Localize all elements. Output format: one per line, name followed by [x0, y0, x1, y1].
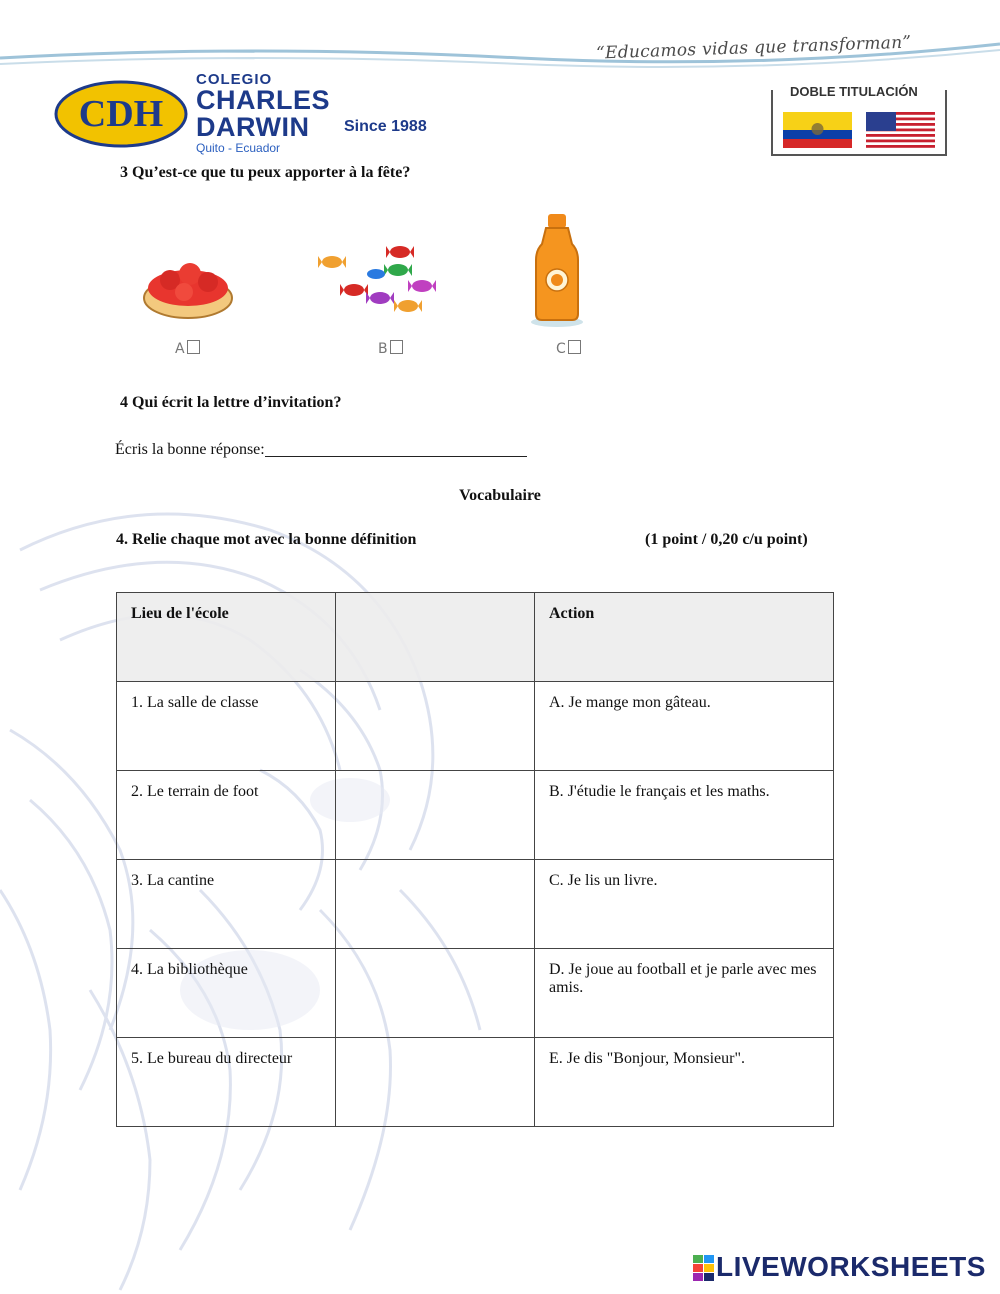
- option-c-checkbox[interactable]: [568, 340, 581, 354]
- table-header-row: [117, 593, 834, 682]
- school-location: Quito - Ecuador: [196, 141, 281, 155]
- header-match: [336, 593, 535, 682]
- header-place: Lieu de l'école: [117, 593, 336, 682]
- row-match-cell[interactable]: [336, 1038, 535, 1127]
- row-place: 1. La salle de classe: [117, 682, 336, 771]
- matching-table: [116, 592, 834, 1127]
- option-b[interactable]: [378, 340, 403, 357]
- school-name-line2: DARWIN: [196, 112, 310, 142]
- usa-flag-icon: [866, 112, 935, 148]
- table-row: [117, 682, 834, 771]
- candies-icon: [310, 240, 442, 322]
- question-4-title: 4 Qui écrit la lettre d’invitation?: [120, 394, 342, 411]
- doble-titulacion-label: DOBLE TITULACIÓN: [784, 84, 924, 99]
- row-action: B. J'étudie le français et les maths.: [535, 771, 834, 860]
- row-match-cell[interactable]: [336, 682, 535, 771]
- school-name-line1: CHARLES: [196, 85, 331, 115]
- answer-prompt: Écris la bonne réponse:: [115, 441, 265, 458]
- liveworksheets-brand[interactable]: LIVEWORKSHEETS: [716, 1251, 986, 1282]
- row-action: E. Je dis "Bonjour, Monsieur".: [535, 1038, 834, 1127]
- row-action: D. Je joue au football et je parle avec mes amis.: [535, 949, 834, 1038]
- liveworksheets-logo-icon: [693, 1255, 715, 1282]
- row-action: A. Je mange mon gâteau.: [535, 682, 834, 771]
- ecuador-flag-icon: [783, 112, 852, 148]
- exercise-4-title: 4. Relie chaque mot avec la bonne définition: [116, 531, 417, 548]
- header-action: Action: [535, 593, 834, 682]
- row-place: 2. Le terrain de foot: [117, 771, 336, 860]
- option-b-checkbox[interactable]: [390, 340, 403, 354]
- option-c-label: C: [556, 341, 566, 357]
- emblem-letters: CDH: [78, 93, 164, 135]
- row-action: C. Je lis un livre.: [535, 860, 834, 949]
- row-place: 3. La cantine: [117, 860, 336, 949]
- school-name-block: [196, 72, 330, 155]
- since-year: Since 1988: [344, 118, 427, 135]
- exercise-4-points: (1 point / 0,20 c/u point): [645, 531, 808, 548]
- tart-icon: [140, 248, 236, 322]
- school-motto: “Educamos vidas que transforman”: [595, 32, 912, 64]
- option-a-label: A: [175, 341, 185, 357]
- school-emblem-logo: [54, 80, 188, 148]
- vocabulary-title: Vocabulaire: [459, 487, 541, 504]
- table-row: [117, 949, 834, 1038]
- row-match-cell[interactable]: [336, 949, 535, 1038]
- row-place: 5. Le bureau du directeur: [117, 1038, 336, 1127]
- row-match-cell[interactable]: [336, 860, 535, 949]
- question-3-title: 3 Qu’est-ce que tu peux apporter à la fête?: [120, 164, 411, 181]
- option-b-label: B: [378, 341, 388, 357]
- option-a-checkbox[interactable]: [187, 340, 200, 354]
- answer-input[interactable]: [265, 440, 527, 457]
- table-row: [117, 1038, 834, 1127]
- answer-line: [115, 440, 527, 459]
- option-c[interactable]: [556, 340, 581, 357]
- table-row: [117, 771, 834, 860]
- option-a[interactable]: [175, 340, 200, 357]
- table-row: [117, 860, 834, 949]
- row-match-cell[interactable]: [336, 771, 535, 860]
- row-place: 4. La bibliothèque: [117, 949, 336, 1038]
- school-colegio: COLEGIO: [196, 71, 273, 88]
- juice-bottle-icon: [528, 210, 586, 328]
